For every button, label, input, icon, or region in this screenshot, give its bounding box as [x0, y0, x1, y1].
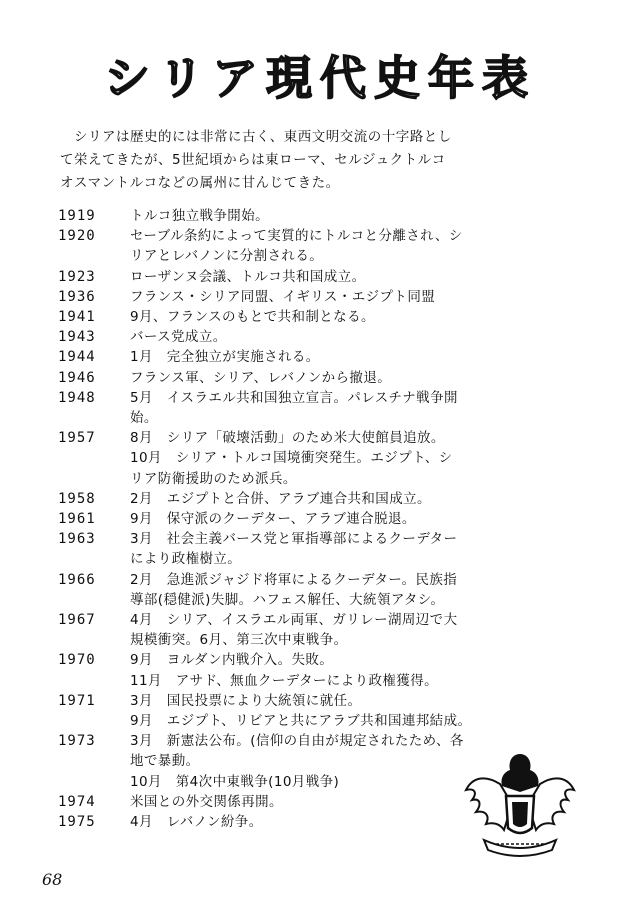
timeline-event-text: リア防衛援助のため派兵。 — [130, 470, 297, 487]
eagle-emblem-icon — [460, 744, 580, 864]
timeline-event-text: 4月 シリア、イスラエル両軍、ガリレー湖周辺で大 — [130, 612, 458, 629]
timeline-event-text: バース党成立。 — [130, 329, 227, 346]
timeline-event-text: 9月 ヨルダン内戦介入。失敗。 — [130, 652, 334, 669]
timeline-entry — [58, 368, 618, 388]
timeline-year: 1919 — [58, 208, 96, 224]
intro-paragraph — [60, 126, 605, 195]
timeline-year: 1963 — [58, 531, 96, 548]
timeline-year: 1974 — [58, 793, 96, 810]
timeline-entry — [58, 267, 618, 287]
timeline-entry — [58, 570, 618, 610]
timeline-entry — [58, 691, 618, 731]
timeline-entry — [58, 529, 618, 569]
timeline-event-text: 3月 国民投票により大統領に就任。 — [130, 692, 362, 709]
page-title: シリア現代史年表 — [104, 51, 536, 105]
timeline-year: 1975 — [58, 814, 96, 831]
timeline-year: 1946 — [58, 369, 96, 386]
timeline-event-text: 10月 シリア・トルコ国境衝突発生。エジプト、シ — [130, 450, 453, 467]
timeline-year: 1944 — [58, 349, 96, 366]
timeline-event-text: 3月 新憲法公布。(信仰の自由が規定されたため、各 — [130, 733, 464, 750]
timeline-event-text: フランス軍、シリア、レバノンから撤退。 — [130, 369, 392, 386]
timeline-event-text: リアとレバノンに分割される。 — [130, 248, 324, 265]
timeline-event-text: 1月 完全独立が実施される。 — [130, 349, 320, 366]
timeline-year: 1973 — [58, 733, 96, 750]
timeline-event-text: 始。 — [130, 410, 158, 427]
timeline-entry — [58, 287, 618, 307]
timeline-entry — [58, 206, 618, 226]
timeline-event-text: 9月 保守派のクーデター、アラブ連合脱退。 — [130, 511, 416, 528]
timeline-event-text: 10月 第4次中東戦争(10月戦争) — [130, 773, 340, 790]
timeline-event-text: フランス・シリア同盟、イギリス・エジプト同盟 — [130, 288, 436, 305]
timeline-entry — [58, 226, 618, 266]
timeline-entry — [58, 327, 618, 347]
timeline-year: 1971 — [58, 692, 96, 709]
timeline-event-text: 4月 レバノン紛争。 — [130, 814, 263, 831]
intro-line: て栄えてきたが、5世紀頃からは東ローマ、セルジュクトルコ — [60, 152, 446, 168]
timeline-entry — [58, 428, 618, 489]
timeline-event-text: 8月 シリア「破壊活動」のため米大使館員追放。 — [130, 430, 445, 447]
timeline-year: 1961 — [58, 511, 96, 528]
timeline-entry — [58, 388, 618, 428]
timeline-year: 1958 — [58, 490, 96, 507]
timeline-entry — [58, 650, 618, 690]
timeline-entry — [58, 509, 618, 529]
timeline-year: 1941 — [58, 309, 96, 326]
timeline-event-text: 地で暴動。 — [130, 753, 200, 770]
timeline-year: 1943 — [58, 329, 96, 346]
timeline-event-text: 米国との外交関係再開。 — [130, 793, 283, 810]
timeline-event-text: 3月 社会主義バース党と軍指導部によるクーデター — [130, 531, 458, 548]
timeline-event-text: 2月 急進派ジャジド将軍によるクーデター。民族指 — [130, 571, 458, 588]
timeline-year: 1920 — [58, 228, 96, 245]
timeline-entry — [58, 307, 618, 327]
timeline-year: 1970 — [58, 652, 96, 669]
timeline-event-text: 2月 エジプトと合併、アラブ連合共和国成立。 — [130, 490, 431, 507]
timeline-year: 1966 — [58, 571, 96, 588]
timeline-event-text: により政権樹立。 — [130, 551, 242, 568]
intro-line: オスマントルコなどの属州に甘んじてきた。 — [60, 175, 340, 191]
timeline-event-text: セーブル条約によって実質的にトルコと分離され、シ — [130, 228, 463, 245]
timeline-event-text: ローザンヌ会議、トルコ共和国成立。 — [130, 268, 366, 285]
timeline-year: 1923 — [58, 268, 96, 285]
timeline-year: 1948 — [58, 389, 96, 406]
intro-line: シリアは歴史的には非常に古く、東西文明交流の十字路とし — [60, 129, 452, 145]
timeline-event-text: 導部(穏健派)失脚。ハフェス解任、大統領アタシ。 — [130, 591, 445, 608]
timeline-entry — [58, 610, 618, 650]
timeline-event-text: トルコ独立戦争開始。 — [130, 208, 269, 224]
timeline-event-text: 規模衝突。6月、第三次中東戦争。 — [130, 632, 348, 649]
timeline-entry — [58, 489, 618, 509]
timeline-event-text: 9月 エジプト、リビアと共にアラブ共和国連邦結成。 — [130, 713, 472, 730]
timeline-year: 1967 — [58, 612, 96, 629]
page-number: 68 — [42, 870, 63, 889]
timeline-event-text: 11月 アサド、無血クーデターにより政権獲得。 — [130, 672, 438, 689]
timeline-entry — [58, 347, 618, 367]
timeline-event-text: 5月 イスラエル共和国独立宣言。パレスチナ戦争開 — [130, 389, 458, 406]
timeline-year: 1957 — [58, 430, 96, 447]
timeline — [58, 206, 618, 832]
timeline-year: 1936 — [58, 288, 96, 305]
timeline-event-text: 9月、フランスのもとで共和制となる。 — [130, 309, 375, 326]
